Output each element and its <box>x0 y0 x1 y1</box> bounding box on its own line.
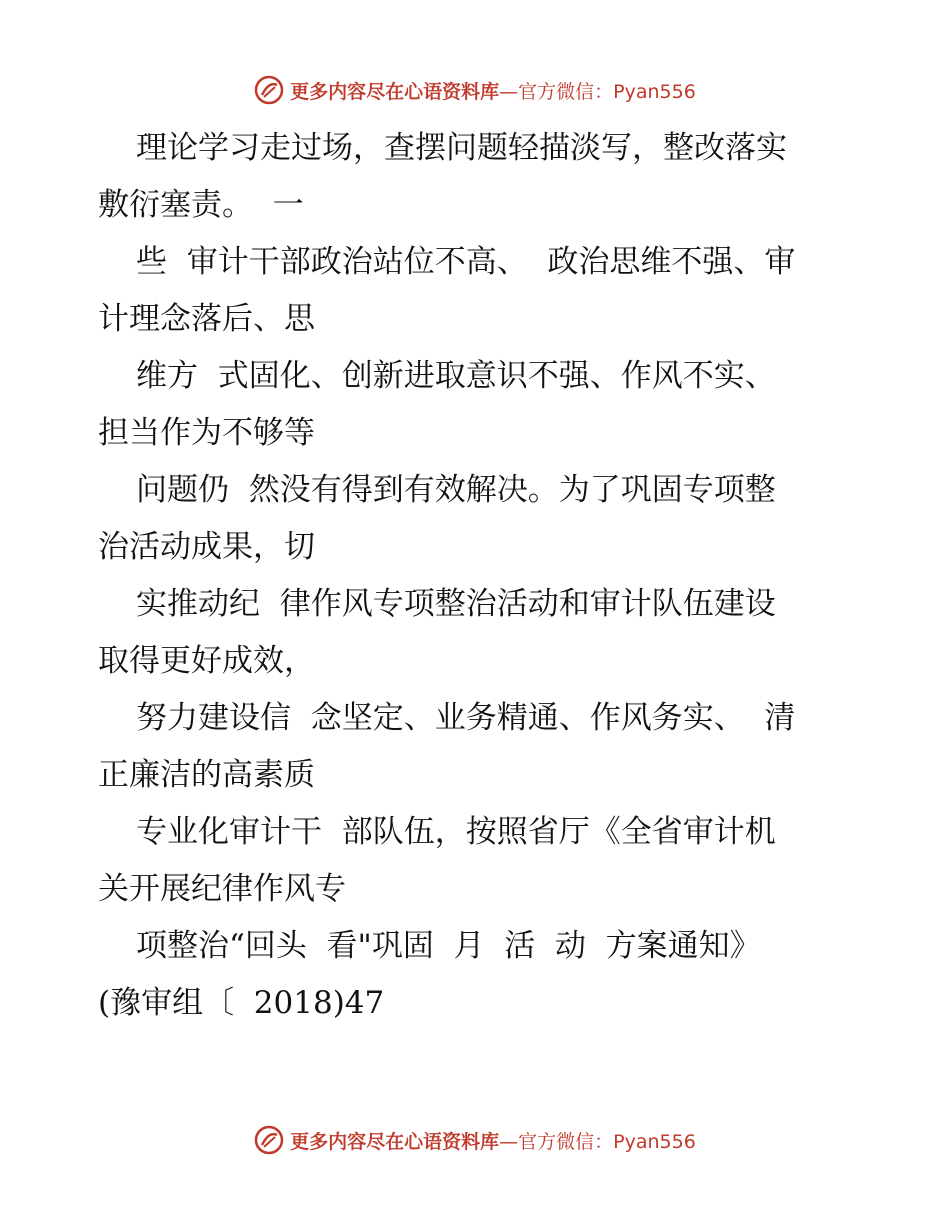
body-line: 敷衍塞责。 一 <box>98 187 304 223</box>
page-header-banner <box>0 70 950 110</box>
body-line: 维方 式固化、创新进取意识不强、作风不实、 <box>136 358 776 394</box>
header-banner-text <box>290 77 696 104</box>
footer-banner-text <box>290 1127 696 1154</box>
header-banner-main: 更多内容尽在心语资料库 <box>290 80 500 103</box>
header-banner-sub: —官方微信：Pyan556 <box>499 80 696 103</box>
logo-icon <box>254 75 284 105</box>
body-line: 计理念落后、思 <box>98 301 315 337</box>
logo-icon <box>254 1125 284 1155</box>
footer-banner-main: 更多内容尽在心语资料库 <box>290 1130 500 1153</box>
footer-banner-sub: —官方微信：Pyan556 <box>499 1130 696 1153</box>
document-body <box>98 120 858 1032</box>
body-line: 实推动纪 律作风专项整治活动和审计队伍建设 <box>136 586 776 622</box>
body-line: 治活动成果，切 <box>98 529 315 565</box>
body-line: 取得更好成效， <box>98 643 315 679</box>
body-line: 专业化审计干 部队伍，按照省厅《全省审计机 <box>136 814 776 850</box>
body-line: 些 审计干部政治站位不高、 政治思维不强、审 <box>136 244 796 280</box>
body-line: 正廉洁的高素质 <box>98 757 315 793</box>
body-line: 关开展纪律作风专 <box>98 871 346 907</box>
page-footer-banner <box>0 1120 950 1160</box>
body-line: 问题仍 然没有得到有效解决。为了巩固专项整 <box>136 472 776 508</box>
body-line: 努力建设信 念坚定、业务精通、作风务实、 清 <box>136 700 796 736</box>
body-line: (豫审组〔 2018)47 <box>98 985 385 1021</box>
body-line: 理论学习走过场，查摆问题轻描淡写，整改落实 <box>136 130 787 166</box>
body-line: 担当作为不够等 <box>98 415 315 451</box>
body-line: 项整治“回头 看"巩固 月 活 动 方案通知》 <box>136 928 761 964</box>
